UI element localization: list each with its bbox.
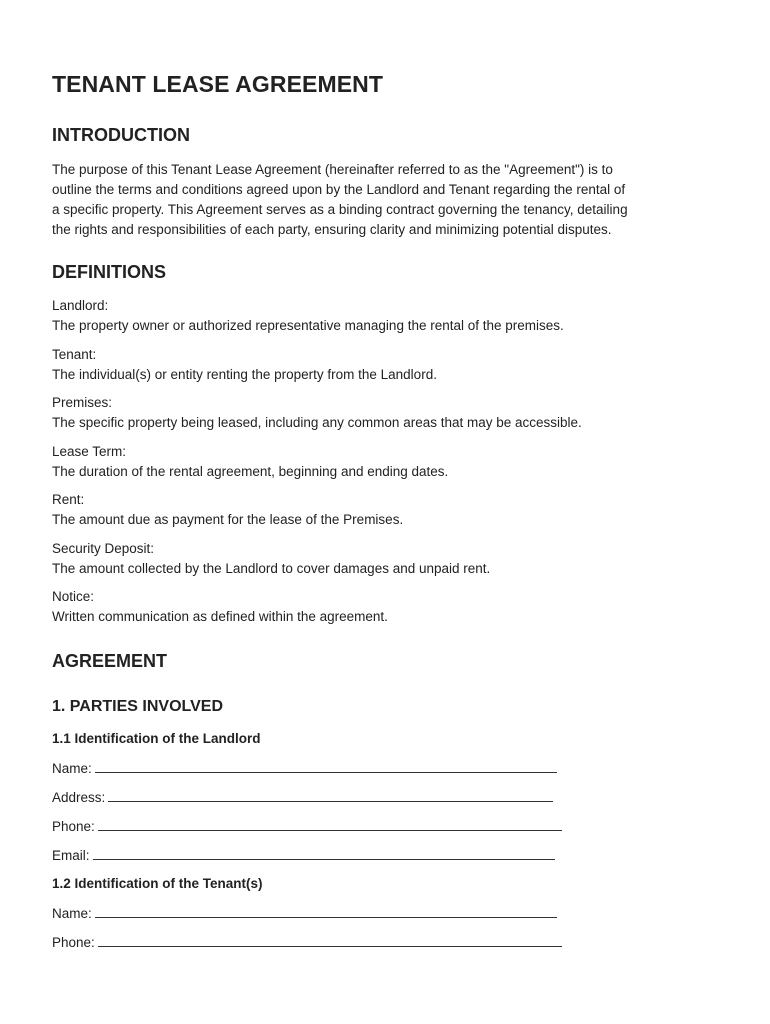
landlord-identification-heading: 1.1 Identification of the Landlord — [52, 731, 261, 746]
tenant-name-field — [52, 903, 557, 924]
landlord-name-field — [52, 758, 557, 779]
definitions-heading: DEFINITIONS — [52, 262, 167, 282]
landlord-email-input-line[interactable] — [93, 845, 555, 860]
definition-description: The individual(s) or entity renting the property from the Landlord. — [52, 367, 437, 382]
field-label: Name: — [52, 761, 92, 776]
definition-term: Lease Term: — [52, 444, 127, 459]
field-label: Phone: — [52, 819, 95, 834]
definition-term: Security Deposit: — [52, 541, 155, 556]
agreement-heading: AGREEMENT — [52, 651, 168, 671]
field-label: Name: — [52, 906, 92, 921]
field-label: Email: — [52, 848, 90, 863]
field-label: Address: — [52, 790, 106, 805]
introduction-line: outline the terms and conditions agreed upon by the Landlord and Tenant regarding the rental of — [52, 182, 626, 197]
definition-description: The duration of the rental agreement, beginning and ending dates. — [52, 464, 449, 479]
parties-heading: 1. PARTIES INVOLVED — [52, 698, 223, 715]
definition-tenant — [52, 345, 722, 385]
landlord-email-field — [52, 845, 555, 866]
landlord-phone-input-line[interactable] — [98, 816, 562, 831]
landlord-name-input-line[interactable] — [95, 758, 557, 773]
tenant-phone-input-line[interactable] — [98, 932, 562, 947]
landlord-address-input-line[interactable] — [108, 787, 553, 802]
introduction-paragraph — [52, 160, 722, 240]
introduction-heading: INTRODUCTION — [52, 125, 190, 145]
tenant-identification-heading: 1.2 Identification of the Tenant(s) — [52, 876, 263, 891]
definition-rent — [52, 490, 722, 530]
tenant-phone-field — [52, 932, 562, 953]
introduction-line: the rights and responsibilities of each party, ensuring clarity and minimizing potential disputes. — [52, 222, 612, 237]
definition-landlord — [52, 296, 722, 336]
definition-term: Premises: — [52, 395, 113, 410]
definition-description: The property owner or authorized representative managing the rental of the premises. — [52, 318, 564, 333]
definition-lease-term — [52, 442, 722, 482]
definition-description: Written communication as defined within the agreement. — [52, 609, 388, 624]
definition-term: Landlord: — [52, 298, 109, 313]
landlord-phone-field — [52, 816, 562, 837]
definition-security-deposit — [52, 539, 722, 579]
document-title: TENANT LEASE AGREEMENT — [52, 71, 384, 97]
landlord-address-field — [52, 787, 553, 808]
definition-term: Notice: — [52, 589, 95, 604]
definition-term: Rent: — [52, 492, 85, 507]
definition-description: The amount due as payment for the lease of the Premises. — [52, 512, 404, 527]
introduction-line: a specific property. This Agreement serves as a binding contract governing the tenancy, detailing — [52, 202, 628, 217]
definition-premises — [52, 393, 722, 433]
definition-description: The specific property being leased, including any common areas that may be accessible. — [52, 415, 582, 430]
tenant-name-input-line[interactable] — [95, 903, 557, 918]
field-label: Phone: — [52, 935, 95, 950]
definition-notice — [52, 587, 722, 627]
introduction-line: The purpose of this Tenant Lease Agreement (hereinafter referred to as the "Agreement") is to — [52, 162, 613, 177]
definition-description: The amount collected by the Landlord to cover damages and unpaid rent. — [52, 561, 491, 576]
definition-term: Tenant: — [52, 347, 97, 362]
